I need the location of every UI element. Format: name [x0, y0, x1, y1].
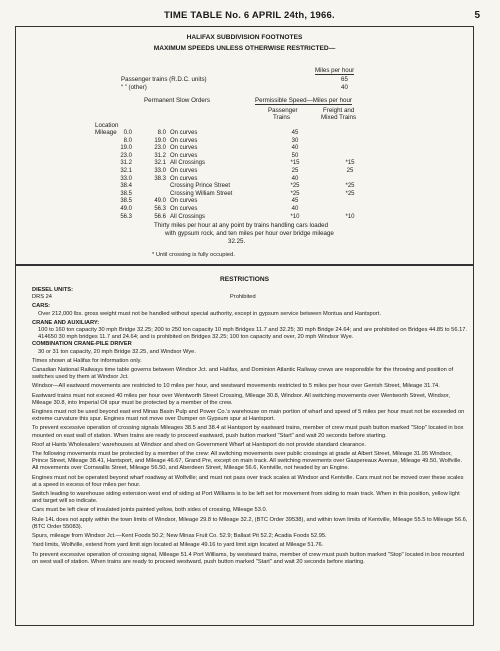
row-passenger-speed: 30 [291, 137, 299, 144]
restriction-p13: Spurs, mileage from Windsor Jct.—Kent Foods 50.2; New Minas Fruit Co. 52.9; Ballast Pit 52.2; Acadia Foods 52.95. [32, 533, 327, 540]
crane-heading: CRANE AND AUXILIARY: [32, 319, 100, 326]
row-from-mileage: 38.4 [120, 183, 132, 190]
mph-header: Miles per hour [315, 67, 355, 74]
row-passenger-speed: *10 [290, 213, 300, 220]
slow-order-row [94, 183, 380, 191]
row-to-mileage [132, 183, 166, 191]
col-freight: Freight and [323, 107, 355, 114]
restriction-p7: Roof at Hants Wholesalers' warehouses at Windsor and shed on Government Wharf at Hantsport do not provide standard clearance. [32, 441, 366, 448]
row-to-mileage: 23.0 [154, 145, 166, 152]
row-description: On curves [170, 167, 198, 174]
restrictions-body [32, 287, 469, 566]
row-passenger-speed: *25 [290, 190, 300, 197]
permanent-slow-orders: Permanent Slow Orders [144, 97, 211, 104]
page-number: 5 [474, 10, 480, 21]
row-description: On curves [170, 198, 198, 205]
row-freight-speed [320, 138, 380, 146]
row-freight-speed: *15 [345, 160, 355, 167]
row-from-mileage: 19.0 [120, 145, 132, 152]
passenger-rdc-speed: 65 [341, 76, 348, 83]
col-passenger: Passenger [268, 107, 298, 114]
row-to-mileage: 38.3 [154, 175, 166, 182]
row-description: Crossing Prince Street [170, 183, 231, 190]
restriction-p11: Cars must be left clear of insulated joints painted yellow, both sides of crossing, Mileage 53.0. [32, 507, 268, 514]
combination-heading: COMBINATION CRANE-PILE DRIVER [32, 341, 132, 348]
restriction-p10: Switch leading to warehouse siding extension west end of siding at Port Williams is to be left set for movement from siding to main track. When in this position, yellow light and target will so indicate. [32, 491, 460, 505]
permissible-speed-header: Permissible Speed—Miles per hour [255, 97, 352, 104]
location-label: Location [95, 122, 119, 129]
row-freight-speed [320, 145, 380, 153]
restriction-p1: Times shown at Halifax for information only. [32, 357, 142, 364]
row-to-mileage: 56.6 [154, 213, 166, 220]
row-from-mileage: 32.1 [120, 167, 132, 174]
row-passenger-speed: 45 [291, 198, 299, 205]
row-passenger-speed: 40 [291, 205, 299, 212]
row-from-mileage: 31.2 [120, 160, 132, 167]
row-freight-speed: *10 [345, 213, 355, 220]
restriction-p2: Canadian National Railways time table governs between Windsor Jct. and Halifax, and Dominion Atlantic Railway crews are responsible for the throwing and position of switches used by them at Windsor Jct. [32, 367, 454, 381]
thirty-mph-note-3: 32.25. [228, 238, 246, 245]
row-passenger-speed: 40 [291, 175, 299, 182]
crossing-note: * Until crossing is fully occupied. [152, 252, 235, 258]
row-description: On curves [170, 152, 198, 159]
row-from-mileage: 38.5 [120, 198, 132, 205]
row-to-mileage: 56.3 [154, 205, 166, 212]
slow-order-row [94, 130, 380, 138]
row-passenger-speed: 50 [291, 152, 299, 159]
row-passenger-speed: *15 [290, 160, 300, 167]
row-description: On curves [170, 137, 198, 144]
passenger-other-label: “ ” (other) [121, 84, 147, 91]
row-description: On curves [170, 145, 198, 152]
restriction-p5: Engines must not be used beyond east end Minas Basin Pulp and Power Co.'s warehouse on main portion of wharf and speed of 5 miles per hour must not be exceeded on extreme curvature this spur. Engines must not move over Dumper on Gypsum spur at Hantsport. [32, 409, 465, 423]
row-passenger-speed: 45 [291, 130, 299, 136]
passenger-other-speed: 40 [341, 84, 348, 91]
row-to-mileage [132, 191, 166, 199]
row-from-mileage: 8.0 [123, 137, 132, 144]
col-passenger-trains: Trains [273, 114, 290, 121]
restriction-p12: Rule 14L does not apply within the town limits of Windsor, Mileage 29.8 to Mileage 32.2, (BTC Order 39538), and within town limits of Kentville, Mileage 55.5 to Mileage 56.6, (BTC Order 55083). [32, 516, 468, 530]
diesel-units-heading: DIESEL UNITS: [32, 287, 73, 293]
row-to-mileage: 49.0 [154, 198, 166, 205]
col-freight-mixed: Mixed Trains [321, 114, 357, 121]
row-to-mileage: 19.0 [154, 137, 166, 144]
slow-order-row [94, 214, 380, 222]
row-freight-speed: *25 [345, 183, 355, 190]
slow-order-row [94, 206, 380, 214]
row-from-mileage: 0.0 [123, 130, 132, 136]
row-description: All Crossings [170, 160, 206, 167]
row-from-mileage: 33.0 [120, 175, 132, 182]
diesel-row [32, 294, 469, 301]
drs-prohibited: Prohibited [230, 294, 256, 301]
restrictions-title: RESTRICTIONS [219, 276, 270, 283]
row-passenger-speed: *25 [290, 183, 300, 190]
slow-order-row [94, 191, 380, 199]
slow-orders-table [94, 130, 380, 221]
restriction-p14: Yard limits, Wolfville, extend from yard limit sign located at Mileage 49.16 to yard limit sign located at Mileage 51.76. [32, 542, 324, 549]
row-from-mileage: 23.0 [120, 152, 132, 159]
cars-text: Over 212,000 lbs. gross weight must not be handled without special authority, except in gypsum service between Montua and Hantsport. [38, 310, 381, 317]
footnotes-subtitle: MAXIMUM SPEEDS UNLESS OTHERWISE RESTRICTED— [153, 45, 336, 52]
row-description: On curves [170, 205, 198, 212]
mileage-label: Mileage [95, 129, 117, 136]
row-to-mileage: 32.1 [154, 160, 166, 167]
row-freight-speed [320, 206, 380, 214]
row-to-mileage: 31.2 [154, 152, 166, 159]
row-freight-speed: 25 [346, 167, 354, 174]
row-freight-speed [320, 198, 380, 206]
row-freight-speed: *25 [345, 190, 355, 197]
restriction-p9: Engines must not be operated beyond wharf roadway at Wolfville; and must not pass over track scales at Windsor and Kentville. Cars must not be moved over these scales at a speed in excess of four miles per hour. [32, 474, 464, 488]
page-header [0, 10, 500, 24]
row-from-mileage: 38.5 [120, 190, 132, 197]
slow-order-row [94, 153, 380, 161]
row-to-mileage: 8.0 [157, 130, 166, 136]
footnotes-title: HALIFAX SUBDIVISION FOOTNOTES [186, 34, 303, 41]
slow-order-row [94, 145, 380, 153]
row-description: On curves [170, 175, 198, 182]
row-to-mileage: 33.0 [154, 167, 166, 174]
restriction-p8: The following movements must be protected by a member of the crew: All switching movements over public crossings at grade at Albert Street, Mileage 31.95 Windsor, Prince Street, Mileage 38.41, Hantsport, and Mileage 46.67, Grand Pre, except on main track. All switching movements over Gaspereaux Avenue, Mileage 49.50, Wolfville. All movements over Cornwallis Street, Mileage 56.50, and Aberdeen Street, Mileage 56.6, Kentville, not headed by an Engine. [32, 451, 463, 472]
thirty-mph-note-2: with gypsum rock, and ten miles per hour over bridge mileage [165, 230, 334, 237]
timetable-title: TIME TABLE No. 6 APRIL 24th, 1966. [164, 10, 335, 21]
row-from-mileage: 56.3 [120, 213, 132, 220]
combination-text: 30 or 31 ton capacity, 20 mph Bridge 32.25, and Windsor Wye. [38, 348, 196, 355]
row-freight-speed [320, 176, 380, 184]
row-freight-speed [320, 153, 380, 161]
thirty-mph-note-1: Thirty miles per hour at any point by trains handling cars loaded [154, 222, 329, 229]
slow-order-row [94, 138, 380, 146]
row-passenger-speed: 40 [291, 145, 299, 152]
restriction-p4: Eastward trains must not exceed 40 miles per hour over Wentworth Street Crossing, Mileage 30.8, Windsor. All switching movements over Wentworth Street, Windsor, Mileage 30.8, into Imperial Oil spur must be protected by a member of the crew. [32, 392, 450, 406]
slow-order-row [94, 198, 380, 206]
row-from-mileage: 49.0 [120, 205, 132, 212]
row-freight-speed [320, 130, 380, 138]
slow-order-row [94, 160, 380, 168]
row-description: Crossing William Street [170, 190, 233, 197]
restriction-p15: To prevent excessive operation of crossing signal, Mileage 51.4 Port Williams, by westward trains, member of crew must push button marked "Stop" located in box mounted on west wall of station. When trains are ready to proceed westward, push button marked "Start" and wait 20 seconds before starting. [32, 551, 465, 565]
passenger-rdc-label: Passenger trains (R.D.C. units) [121, 76, 207, 83]
restriction-p3: Windsor—All eastward movements are restricted to 10 miles per hour, and westward movements restricted to 5 miles per hour over Gerrish Street, Mileage 31.74. [32, 383, 440, 390]
row-description: On curves [170, 130, 198, 136]
crane-text: 100 to 160 ton capacity 30 mph Bridge 32.25; 200 to 250 ton capacity 10 mph Bridges 11.7 and 32.25; 30 mph Bridge 24.64; and are prohibited on Bridges 44.85 to 56.17. 414650 30 mph bridges 11.7 and 24.64; and is prohibited on Bridges 32.25; 100 ton capacity and over, 20 mph Windsor Wye. [38, 327, 467, 341]
slow-order-row [94, 168, 380, 176]
cars-heading: CARS: [32, 303, 51, 310]
section-divider [15, 264, 474, 266]
row-passenger-speed: 25 [291, 167, 299, 174]
restriction-p6: To prevent excessive operation of crossing signals Mileages 38.5 and 38.4 at Hantsport by eastward trains, member of crew must push button marked "Stop" located in box mounted on east wall of station. When trains are ready to proceed eastward, push button marked "Start" and wait 20 seconds before starting. [32, 425, 464, 439]
row-description: All Crossings [170, 213, 206, 220]
slow-order-row [94, 176, 380, 184]
drs-unit: DRS 24 [32, 294, 52, 301]
